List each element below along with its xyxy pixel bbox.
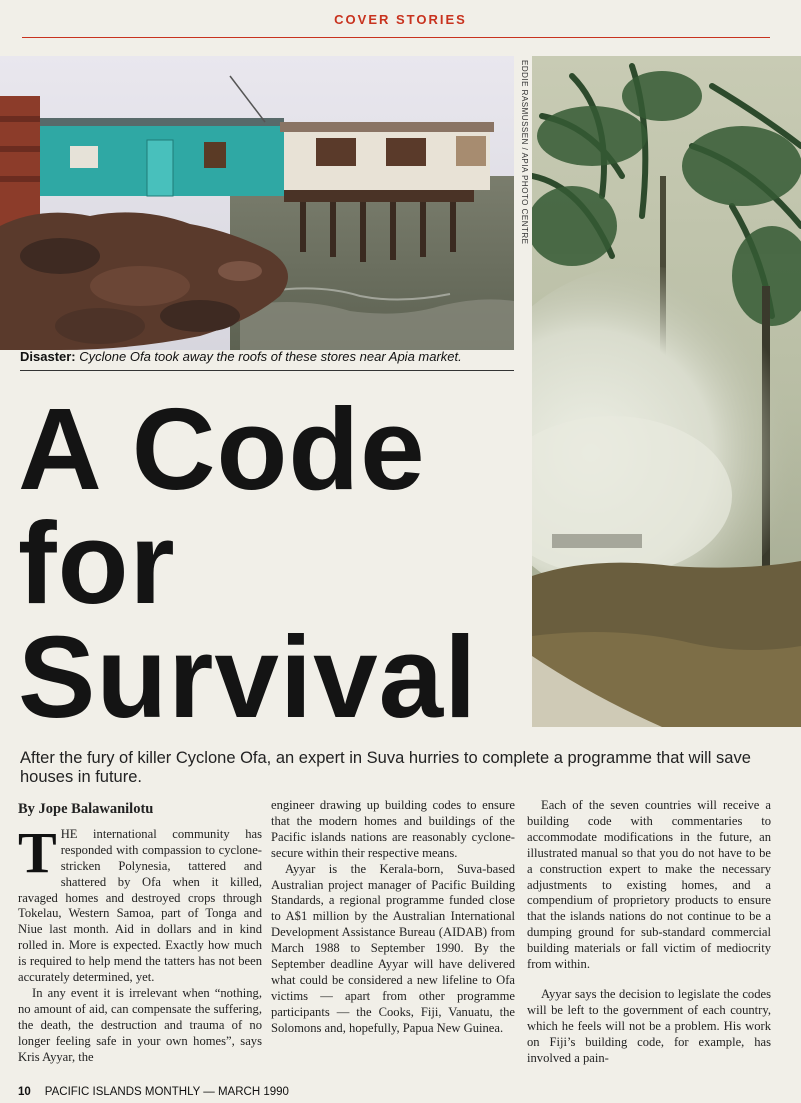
publication-info: PACIFIC ISLANDS MONTHLY — MARCH 1990 [44, 1086, 289, 1098]
article-column-1 [18, 798, 262, 1066]
caption-rule [20, 370, 514, 371]
cyclone-damage-photo [0, 56, 514, 350]
article-paragraph: Ayyar is the Kerala-born, Suva-based Australian project manager of Pacific Building Standards, a regional programme funded close to A$1 million by the Australian International Development Assistance Bureau (AIDAB) from March 1988 to September 1990. By the September deadline Ayyar will have delivered what could be considered a new lifeline to Ofa victims — apart from other programme participants — the Cooks, Fiji, Vanuatu, the Solomons and, hopefully, Papua New Guinea. [271, 861, 515, 1035]
article-paragraph: Each of the seven countries will receive a building code with commentaries to accommodate modifications in the future, an illustrated manual so that you do not have to be a construction expert to make the necessary adjustments to existing homes, and a compendium of proprietory products to ensure that the islands nations do not continue to be a dumping ground for sub-standard commercial building materials or fall victim of mediocrity from within. [527, 798, 771, 972]
article-paragraph: Ayyar says the decision to legislate the codes will be left to the government of each country, which he feels will not be a problem. His work on Fiji’s building code, for example, has involved a pain- [527, 986, 771, 1065]
caption-lead: Disaster: [20, 349, 76, 364]
deck: After the fury of killer Cyclone Ofa, an expert in Suva hurries to complete a programme that will save houses in future. [20, 749, 751, 786]
top-rule [22, 37, 770, 38]
article-column-3 [527, 798, 771, 1067]
headline-line-2: for [18, 498, 176, 628]
photo-caption [20, 349, 514, 364]
section-label: COVER STORIES [334, 12, 467, 27]
headline-line-1: A Code [18, 384, 426, 514]
caption-text: Cyclone Ofa took away the roofs of these stores near Apia market. [79, 349, 462, 364]
headline [18, 384, 528, 742]
paragraph-text: HE international community has responded with compassion to cyclone-stricken Polynesia, tattered and shattered by Ofa when it killed, ravaged homes and destroyed crops through Tokelau, Western Samoa, part of Tonga and Niue last month. Aid in dollars and in kind rolled in. More is expected. Exactly how much is required to help mend the tatters has not been accurately determined, yet. [18, 826, 262, 985]
article-paragraph: In any event it is irrelevant when “nothing, no amount of aid, can compensate the suffering, the death, the destruction and trauma of no longer feeling safe in your own homes”, says Kris Ayyar, the [18, 985, 262, 1064]
article-paragraph: engineer drawing up building codes to ensure that the modern homes and buildings of the Pacific islands nations are reasonably cyclone-secure within their respective means. [271, 798, 515, 860]
article-column-2 [271, 798, 515, 1037]
byline: By Jope Balawanilotu [18, 801, 154, 817]
page-number: 10 [18, 1086, 31, 1098]
article-paragraph [18, 819, 262, 986]
headline-line-3: Survival [18, 612, 478, 742]
photo-credit: EDDIE RASMUSSEN / APIA PHOTO CENTRE [520, 60, 529, 245]
storm-photo [532, 56, 801, 727]
page-footer [18, 1086, 289, 1098]
drop-cap: T [18, 819, 57, 885]
